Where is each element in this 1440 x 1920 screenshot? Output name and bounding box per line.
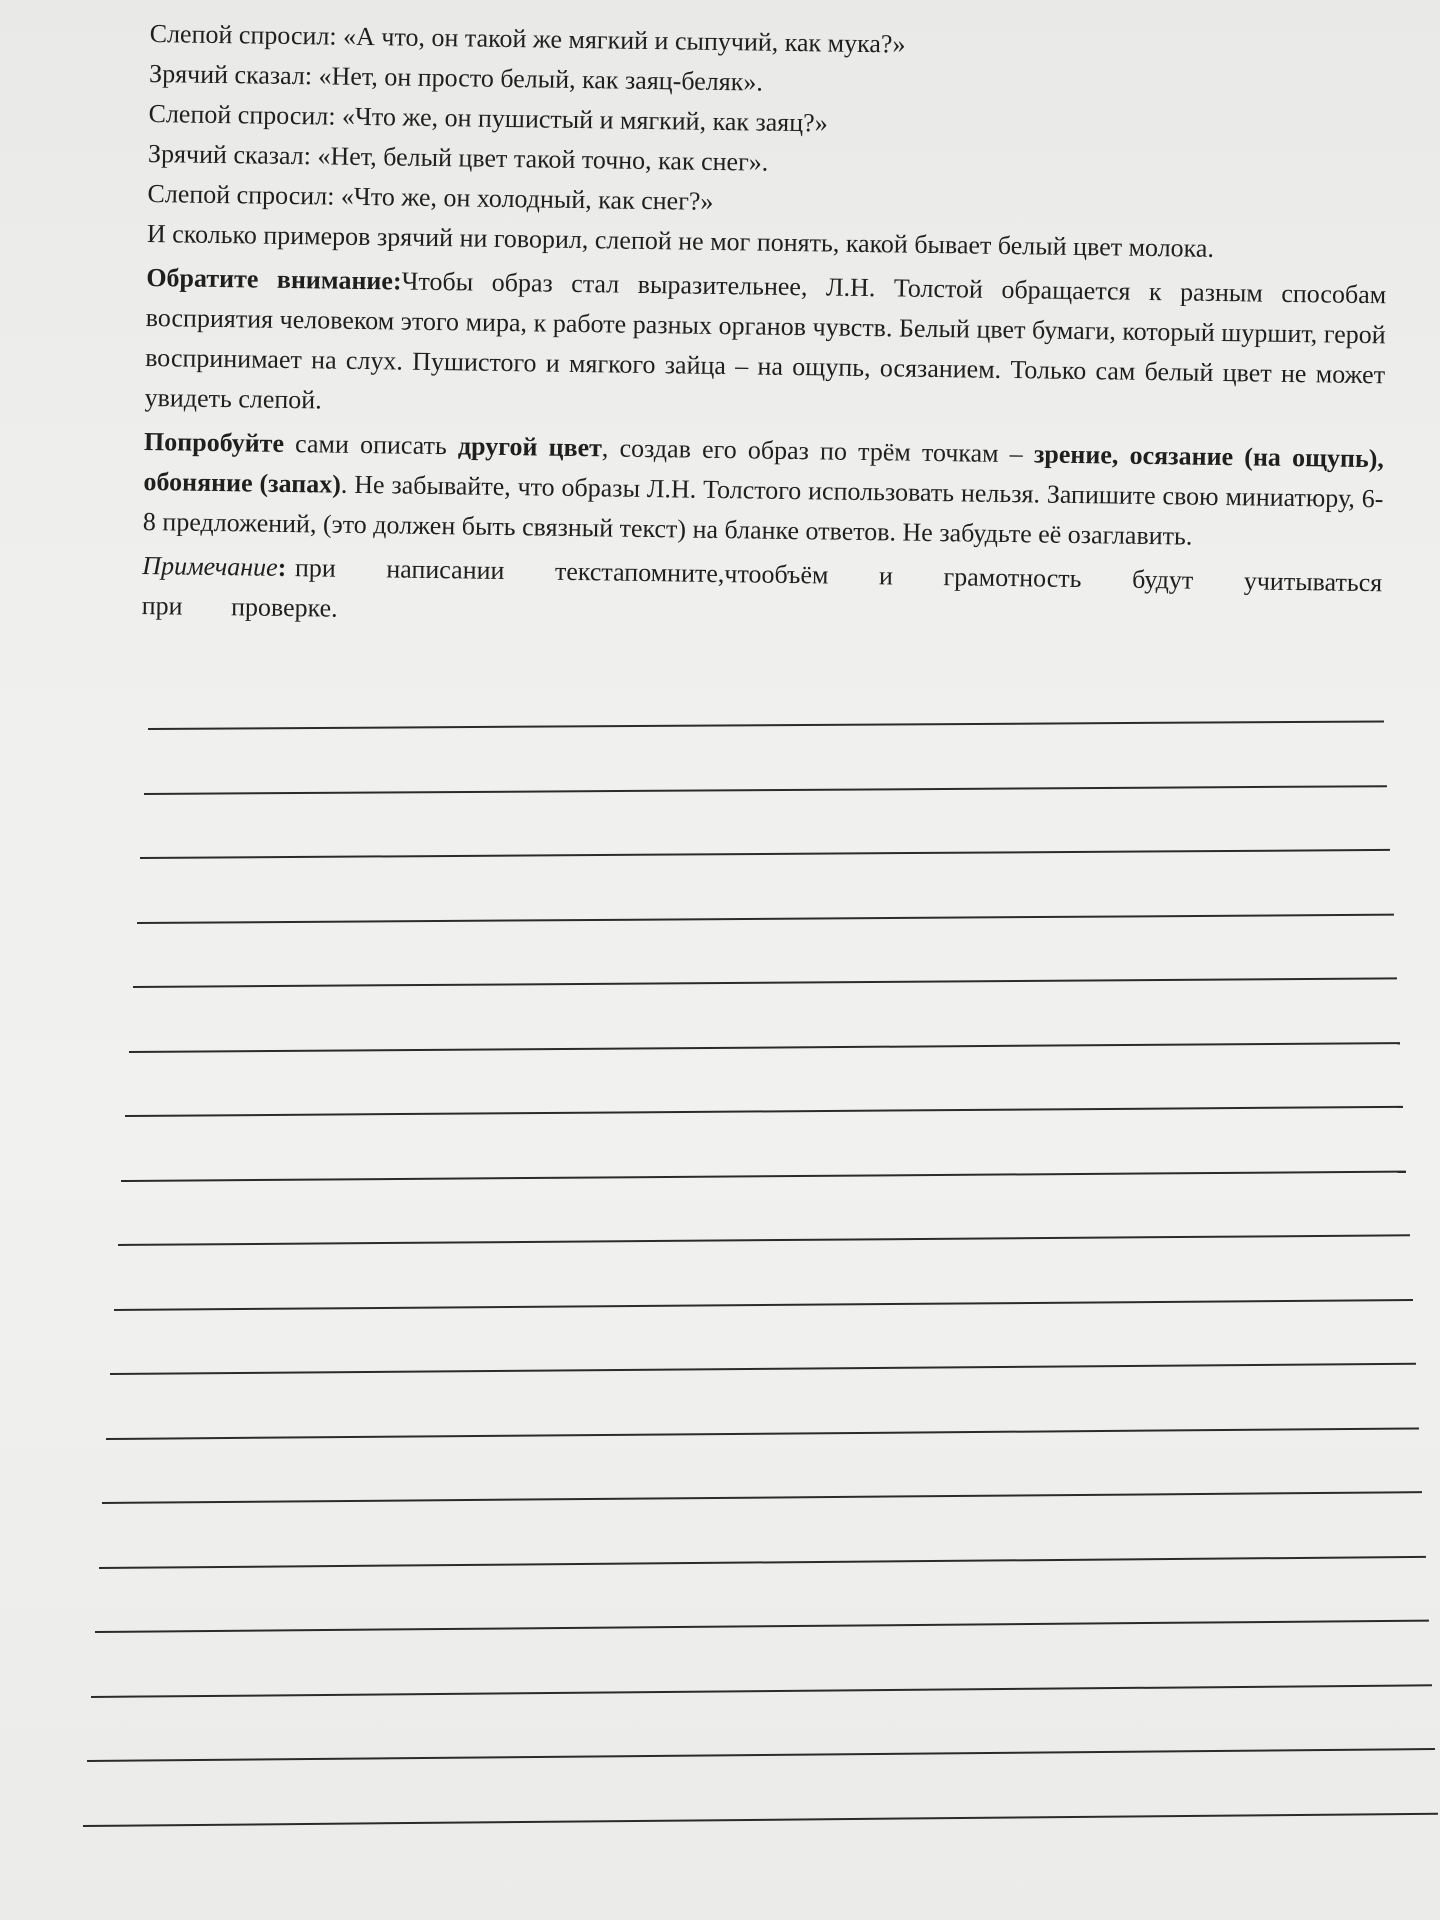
task-part2: , создав его образ по трём точкам –	[601, 433, 1035, 469]
attention-label: Обратите внимание:	[146, 262, 402, 296]
dialogue-line: Зрячий сказал: «Нет, он просто белый, как заяц-беляк».	[148, 58, 764, 97]
answer-line[interactable]	[106, 1427, 1419, 1440]
answer-line[interactable]	[133, 977, 1397, 988]
answer-line[interactable]	[110, 1363, 1416, 1375]
answer-line[interactable]	[91, 1684, 1432, 1698]
answer-line[interactable]	[102, 1491, 1422, 1504]
answer-line[interactable]	[95, 1620, 1429, 1633]
dialogue-line: Слепой спросил: «Что же, он пушистый и мягкий, как заяц?»	[148, 98, 828, 138]
answer-line[interactable]	[140, 849, 1390, 859]
answer-line[interactable]	[129, 1042, 1400, 1053]
answer-line[interactable]	[99, 1555, 1426, 1568]
answer-line[interactable]	[83, 1812, 1438, 1826]
note-label: Примечание	[142, 550, 278, 582]
answer-line[interactable]	[114, 1299, 1413, 1311]
conclusion-paragraph: И сколько примеров зрячий ни говорил, слепой не мог понять, какой бывает белый цвет молока.	[146, 218, 1215, 263]
task-bold-color: другой цвет	[457, 431, 603, 463]
answer-line[interactable]	[137, 913, 1394, 923]
dialogue-line: Слепой спросил: «Что же, он холодный, как снег?»	[147, 178, 714, 216]
task-bold-start: Попробуйте	[143, 426, 285, 458]
answer-line[interactable]	[148, 720, 1384, 730]
dialogue-line: Зрячий сказал: «Нет, белый цвет такой точно, как снег».	[147, 138, 769, 177]
answer-line[interactable]	[121, 1170, 1406, 1181]
task-part3: . Не забывайте, что образы Л.Н. Толстого использовать нельзя. Запишите свою миниатюру, 6-8 предложений, (это должен быть связный текст) на бланке ответов. Не забудьте её озаглавить.	[142, 469, 1384, 551]
dialogue-line: Слепой спросил: «А что, он такой же мягкий и сыпучий, как мука?»	[149, 18, 906, 59]
task-bold-senses: зрение, осязание (на ощупь), обоняние (запах)	[143, 439, 1385, 499]
answer-line[interactable]	[125, 1106, 1403, 1117]
task-part1: сами описать	[283, 428, 459, 461]
answer-line[interactable]	[144, 785, 1387, 795]
attention-text: Чтобы образ стал выразительнее, Л.Н. Толстой обращается к разным способам восприятия человеком этого мира, к работе разных органов чувств. Белый цвет бумаги, который шуршит, герой воспринимает на слух. Пушистого и мягкого зайца – на ощупь, осязанием. Только сам белый цвет не может увидеть слепой.	[144, 266, 1387, 415]
answer-line[interactable]	[87, 1748, 1435, 1762]
note-text: при написании текстапомните,чтообъём и грамотность будут учитываться при проверке.	[141, 553, 1383, 623]
note-colon: :	[277, 552, 287, 582]
answer-line[interactable]	[118, 1234, 1410, 1246]
